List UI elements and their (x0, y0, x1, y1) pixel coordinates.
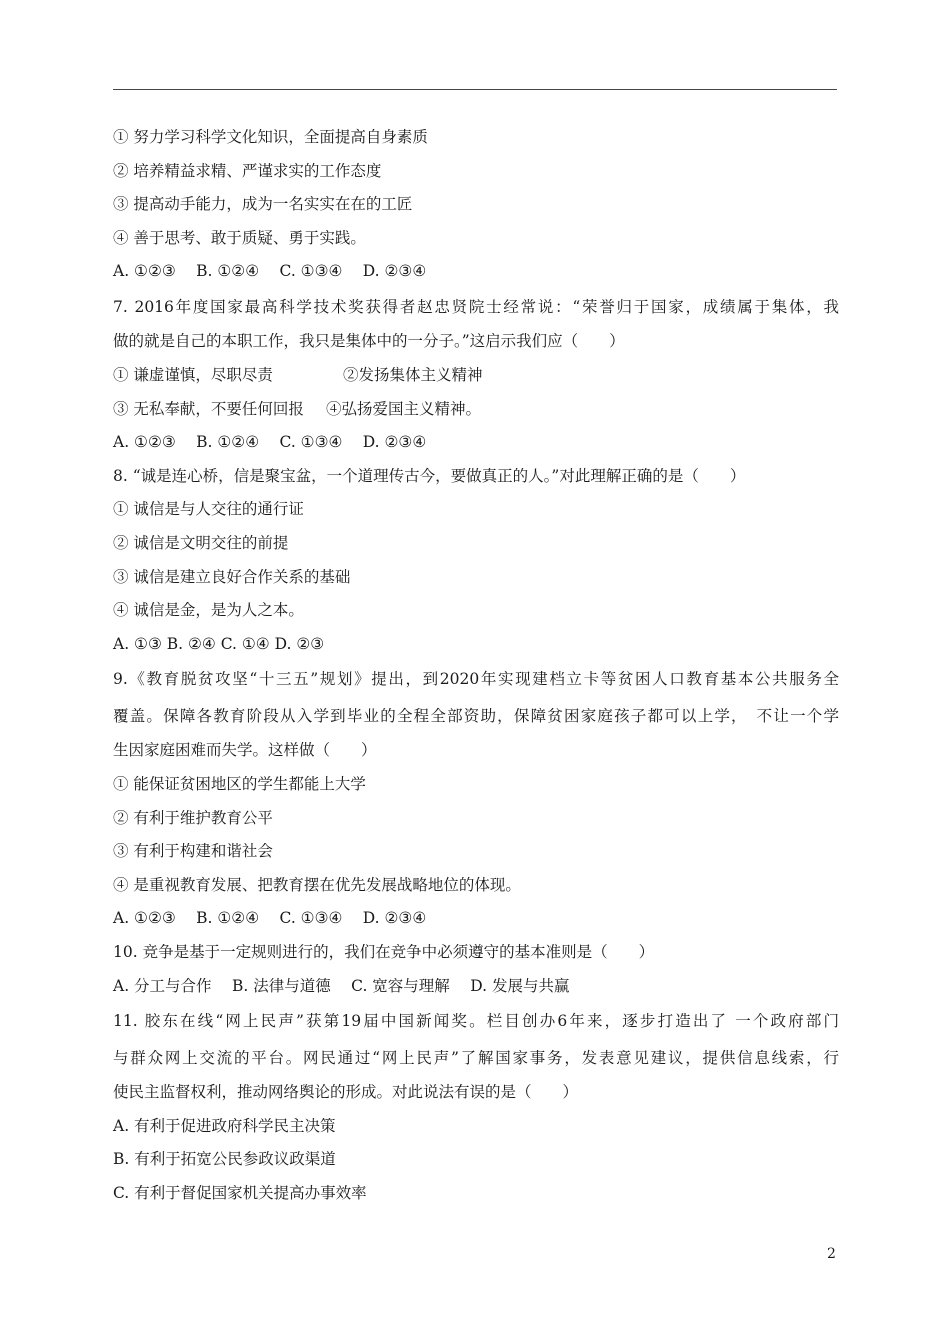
q11-option-b: B. 有利于拓宽公民参政议政渠道 (113, 1150, 336, 1169)
q10-stem: 10. 竞争是基于一定规则进行的，我们在竞争中必须遵守的基本准则是（ ） (113, 942, 655, 961)
q11-stem-line-1: 11. 胶东在线“网上民声”获第19届中国新闻奖。栏目创办6年来，逐步打造出了 一个政府部门 (113, 1012, 839, 1031)
q8-option-3: ③ 诚信是建立良好合作关系的基础 (113, 567, 351, 586)
q7-stem-line-1: 7. 2016年度国家最高科学技术奖获得者赵忠贤院士经常说：“荣誉归于国家，成绩属于集体，我 (113, 297, 839, 316)
q7-options-row-2 (113, 393, 839, 427)
q11-stem-line-3: 使民主监督权利，推动网络舆论的形成。对此说法有误的是（ ） (113, 1083, 579, 1102)
q8-stem: 8. “诚是连心桥，信是聚宝盆，一个道理传古今，要做真正的人。”对此理解正确的是（ ） (113, 466, 746, 485)
document-body (113, 121, 839, 1211)
q7-choices: A. ①②③ B. ①②④ C. ①③④ D. ②③④ (113, 433, 427, 452)
q9-stem-line-3: 生因家庭困难而失学。这样做（ ） (113, 741, 377, 760)
q7-options-row-1 (113, 359, 839, 393)
q6-option-3: ③ 提高动手能力，成为一名实实在在的工匠 (113, 195, 413, 214)
q9-option-1: ① 能保证贫困地区的学生都能上大学 (113, 775, 366, 793)
q11-option-a: A. 有利于促进政府科学民主决策 (113, 1116, 336, 1135)
q6-option-2: ② 培养精益求精、严谨求实的工作态度 (113, 161, 382, 180)
q7-option-2: ②发扬集体主义精神 (342, 366, 483, 385)
q9-option-4: ④ 是重视教育发展、把教育摆在优先发展战略地位的体现。 (113, 875, 521, 894)
q7-option-4: ④弘扬爱国主义精神。 (325, 399, 481, 418)
q9-option-2: ② 有利于维护教育公平 (113, 808, 273, 827)
q8-option-1: ① 诚信是与人交往的通行证 (113, 500, 304, 519)
q7-option-3: ③ 无私奉献，不要任何回报 (113, 399, 304, 418)
q6-choices: A. ①②③ B. ①②④ C. ①③④ D. ②③④ (113, 262, 427, 281)
q9-choices: A. ①②③ B. ①②④ C. ①③④ D. ②③④ (113, 909, 427, 928)
q10-choices: A. 分工与合作 B. 法律与道德 C. 宽容与理解 D. 发展与共赢 (113, 976, 570, 995)
q11-stem-line-2: 与群众网上交流的平台。网民通过“网上民声”了解国家事务，发表意见建议，提供信息线索，行 (113, 1048, 839, 1067)
q8-option-2: ② 诚信是文明交往的前提 (113, 534, 289, 553)
q6-option-1: ① 努力学习科学文化知识，全面提高自身素质 (113, 128, 428, 146)
q9-option-3: ③ 有利于构建和谐社会 (113, 842, 273, 861)
q7-option-1: ① 谦虚谨慎，尽职尽责 (113, 366, 273, 385)
page-number: 2 (827, 1246, 836, 1262)
q9-stem-line-2: 覆盖。保障各教育阶段从入学到毕业的全程全部资助，保障贫困家庭孩子都可以上学， 不让一个学 (113, 706, 839, 725)
q9-stem-line-1: 9.《教育脱贫攻坚“十三五”规划》提出，到2020年实现建档立卡等贫困人口教育基本公共服务全 (113, 670, 839, 689)
q8-choices: A. ①③ B. ②④ C. ①④ D. ②③ (113, 634, 325, 653)
q8-option-4: ④ 诚信是金，是为人之本。 (113, 601, 304, 620)
q6-option-4: ④ 善于思考、敢于质疑、勇于实践。 (113, 228, 366, 247)
header-rule (113, 89, 837, 90)
q11-option-c: C. 有利于督促国家机关提高办事效率 (113, 1183, 367, 1202)
q7-stem-line-2: 做的就是自己的本职工作，我只是集体中的一分子。”这启示我们应（ ） (113, 332, 625, 351)
